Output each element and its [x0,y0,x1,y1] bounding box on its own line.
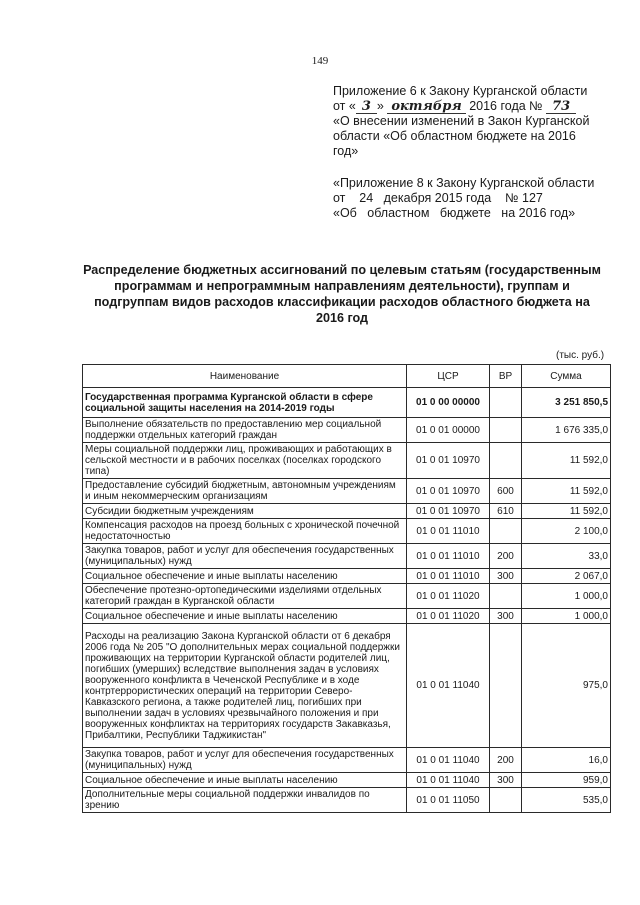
row-vr: 300 [490,609,522,624]
table-row [83,388,611,418]
row-name: Расходы на реализацию Закона Курганской области от 6 декабря 2006 года № 205 "О дополнительных мерах социальной поддержки проживающих на территории Курганской области родителей лиц, погибших (умерших) вследствие выполнения задач в условиях вооруженного конфликта в Чеченской Республике и в ходе контртеррористических операций на территории Северо-Кавказского региона, а также родителей лиц, погибших при выполнении задач в условиях чрезвычайного положения и при вооруженных конфликтах на территориях государств Закавказья, Прибалтики, Республики Таджикистан" [83,624,407,748]
row-sum: 2 067,0 [522,569,611,584]
row-name: Закупка товаров, работ и услуг для обеспечения государственных (муниципальных) нужд [83,748,407,773]
row-csr: 01 0 01 00000 [407,418,490,443]
appendix-original-line1: «Приложение 8 к Закону Курганской области [333,176,595,190]
row-sum: 11 592,0 [522,504,611,519]
header-name: Наименование [83,365,407,388]
row-csr: 01 0 01 11020 [407,609,490,624]
title-line3: подгруппам видов расходов классификации расходов областного бюджета на [94,295,590,309]
row-csr: 01 0 01 11040 [407,773,490,788]
row-vr [490,788,522,813]
row-vr [490,418,522,443]
row-name: Дополнительные меры социальной поддержки инвалидов по зрению [83,788,407,813]
handwritten-number: 73 [546,100,576,114]
row-sum: 11 592,0 [522,479,611,504]
handwritten-day: 3 [356,100,377,114]
header-vr: ВР [490,365,522,388]
row-name: Субсидии бюджетным учреждениям [83,504,407,519]
row-name: Государственная программа Курганской области в сфере социальной защиты населения на 2014-2019 годы [83,388,407,418]
appendix-amendment-date-line [333,99,623,114]
row-vr: 200 [490,748,522,773]
appendix-original-line2: от 24 декабря 2015 года № 127 [333,191,543,205]
table-row [83,609,611,624]
row-vr [490,624,522,748]
table-row [83,479,611,504]
row-name: Социальное обеспечение и иные выплаты населению [83,569,407,584]
row-sum: 2 100,0 [522,519,611,544]
row-sum: 535,0 [522,788,611,813]
row-name: Компенсация расходов на проезд больных с хронической почечной недостаточностью [83,519,407,544]
page-number: 149 [311,55,329,67]
row-sum: 33,0 [522,544,611,569]
row-csr: 01 0 01 11040 [407,624,490,748]
header-sum: Сумма [522,365,611,388]
document-title [72,262,612,326]
row-sum: 3 251 850,5 [522,388,611,418]
title-line4: 2016 год [315,311,369,325]
row-sum: 1 000,0 [522,609,611,624]
row-vr: 300 [490,569,522,584]
from-prefix: от « [333,99,356,113]
units-label: (тыс. руб.) [556,350,605,361]
title-line2: программам и непрограммным направлениям деятельности), группам и [114,279,570,293]
row-vr [490,388,522,418]
appendix-original-line3: «Об областном бюджете на 2016 год» [333,206,576,220]
header-csr: ЦСР [407,365,490,388]
row-csr: 01 0 01 10970 [407,443,490,479]
row-sum: 1 000,0 [522,584,611,609]
table-row [83,624,611,748]
table-body [83,388,611,813]
row-name: Предоставление субсидий бюджетным, автономным учреждениям и иным некоммерческим организациям [83,479,407,504]
appendix-amendment-line5: год» [333,144,359,158]
table-row [83,418,611,443]
table-row [83,748,611,773]
row-csr: 01 0 01 11010 [407,544,490,569]
row-vr: 300 [490,773,522,788]
table-row [83,443,611,479]
budget-table [82,364,611,813]
row-vr [490,443,522,479]
appendix-amendment-block [333,84,623,159]
table-row [83,569,611,584]
row-csr: 01 0 01 11010 [407,569,490,584]
year-text: 2016 года № [469,99,543,113]
quote-close: » [376,99,384,113]
table-row [83,519,611,544]
row-sum: 975,0 [522,624,611,748]
row-csr: 01 0 01 11010 [407,519,490,544]
appendix-amendment-line1: Приложение 6 к Закону Курганской области [333,84,588,98]
row-vr [490,519,522,544]
row-name: Социальное обеспечение и иные выплаты населению [83,773,407,788]
row-sum: 959,0 [522,773,611,788]
appendix-amendment-line4: области «Об областном бюджете на 2016 [333,129,576,143]
row-name: Обеспечение протезно-ортопедическими изделиями отдельных категорий граждан в Курганской области [83,584,407,609]
row-sum: 16,0 [522,748,611,773]
table-row [83,788,611,813]
table-row [83,584,611,609]
table-row [83,544,611,569]
appendix-original-block [333,176,623,221]
row-vr [490,584,522,609]
row-name: Закупка товаров, работ и услуг для обеспечения государственных (муниципальных) нужд [83,544,407,569]
row-csr: 01 0 01 11040 [407,748,490,773]
table-row [83,773,611,788]
row-csr: 01 0 01 11050 [407,788,490,813]
row-name: Социальное обеспечение и иные выплаты населению [83,609,407,624]
title-line1: Распределение бюджетных ассигнований по целевым статьям (государственным [83,263,601,277]
row-vr: 610 [490,504,522,519]
row-sum: 1 676 335,0 [522,418,611,443]
row-sum: 11 592,0 [522,443,611,479]
table-row [83,504,611,519]
appendix-amendment-line3: «О внесении изменений в Закон Курганской [333,114,590,128]
table-header-row [83,365,611,388]
row-csr: 01 0 00 00000 [407,388,490,418]
row-csr: 01 0 01 10970 [407,504,490,519]
row-name: Меры социальной поддержки лиц, проживающих и работающих в сельской местности и в рабочих поселках (поселках городского типа) [83,443,407,479]
handwritten-month: октября [387,100,465,114]
row-csr: 01 0 01 10970 [407,479,490,504]
row-csr: 01 0 01 11020 [407,584,490,609]
row-name: Выполнение обязательств по предоставлению мер социальной поддержки отдельных категорий граждан [83,418,407,443]
row-vr: 200 [490,544,522,569]
row-vr: 600 [490,479,522,504]
